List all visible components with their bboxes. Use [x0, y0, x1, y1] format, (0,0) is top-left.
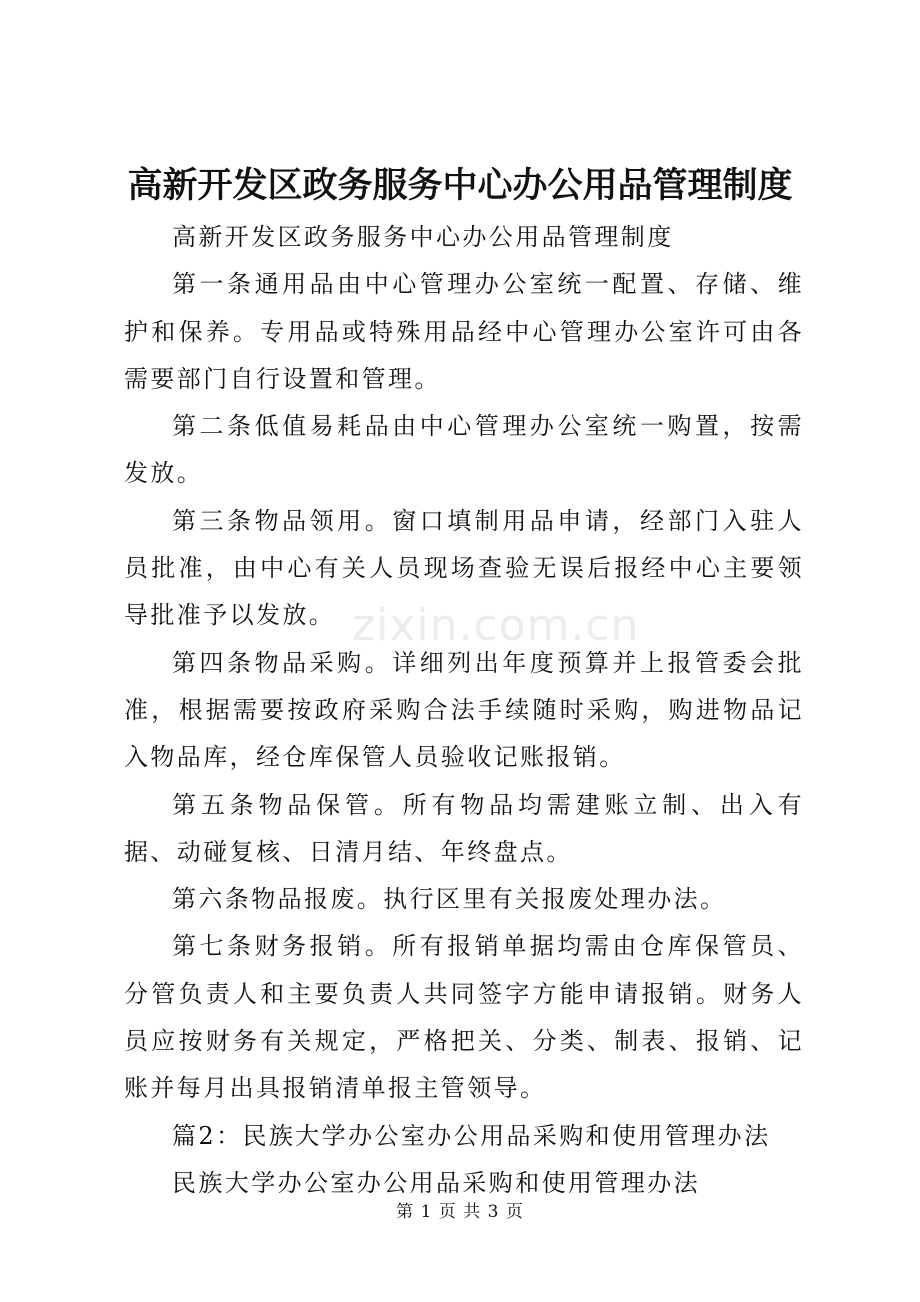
paragraph-subtitle: 高新开发区政务服务中心办公用品管理制度: [172, 223, 674, 251]
paragraph-article-6: 第六条物品报废。执行区里有关报废处理办法。: [172, 885, 727, 914]
page-footer: 第 1 页 共 3 页: [396, 1202, 524, 1222]
paragraph-article-1: 第一条通用品由中心管理办公室统一配置、存储、维护和保养。专用品或特殊用品经中心管理办公室许可由各需要部门自行设置和管理。: [124, 270, 804, 393]
paragraph-article-4: 第四条物品采购。详细列出年度预算并上报管委会批准，根据需要按政府采购合法手续随时采购，购进物品记入物品库，经仓库保管人员验收记账报销。: [124, 648, 804, 772]
paragraph-article-7: 第七条财务报销。所有报销单据均需由仓库保管员、分管负责人和主要负责人共同签字方能申请报销。财务人员应按财务有关规定，严格把关、分类、制表、报销、记账并每月出具报销清单报主管领导。: [124, 932, 804, 1103]
paragraph-article-5: 第五条物品保管。所有物品均需建账立制、出入有据、动碰复核、日清月结、年终盘点。: [124, 790, 804, 866]
paragraph-section-2-heading: 篇2：民族大学办公室办公用品采购和使用管理办法: [172, 1121, 771, 1150]
watermark: zixin.com.cn: [352, 600, 640, 651]
paragraph-article-2: 第二条低值易耗品由中心管理办公室统一购置，按需发放。: [124, 412, 804, 488]
paragraph-article-3: 第三条物品领用。窗口填制用品申请，经部门入驻人员批准，由中心有关人员现场查验无误后报经中心主要领导批准予以发放。: [124, 506, 804, 630]
document-body: [124, 214, 804, 1207]
paragraph-section-2-title: 民族大学办公室办公用品采购和使用管理办法: [172, 1168, 700, 1197]
document-title: 高新开发区政务服务中心办公用品管理制度: [127, 165, 793, 206]
